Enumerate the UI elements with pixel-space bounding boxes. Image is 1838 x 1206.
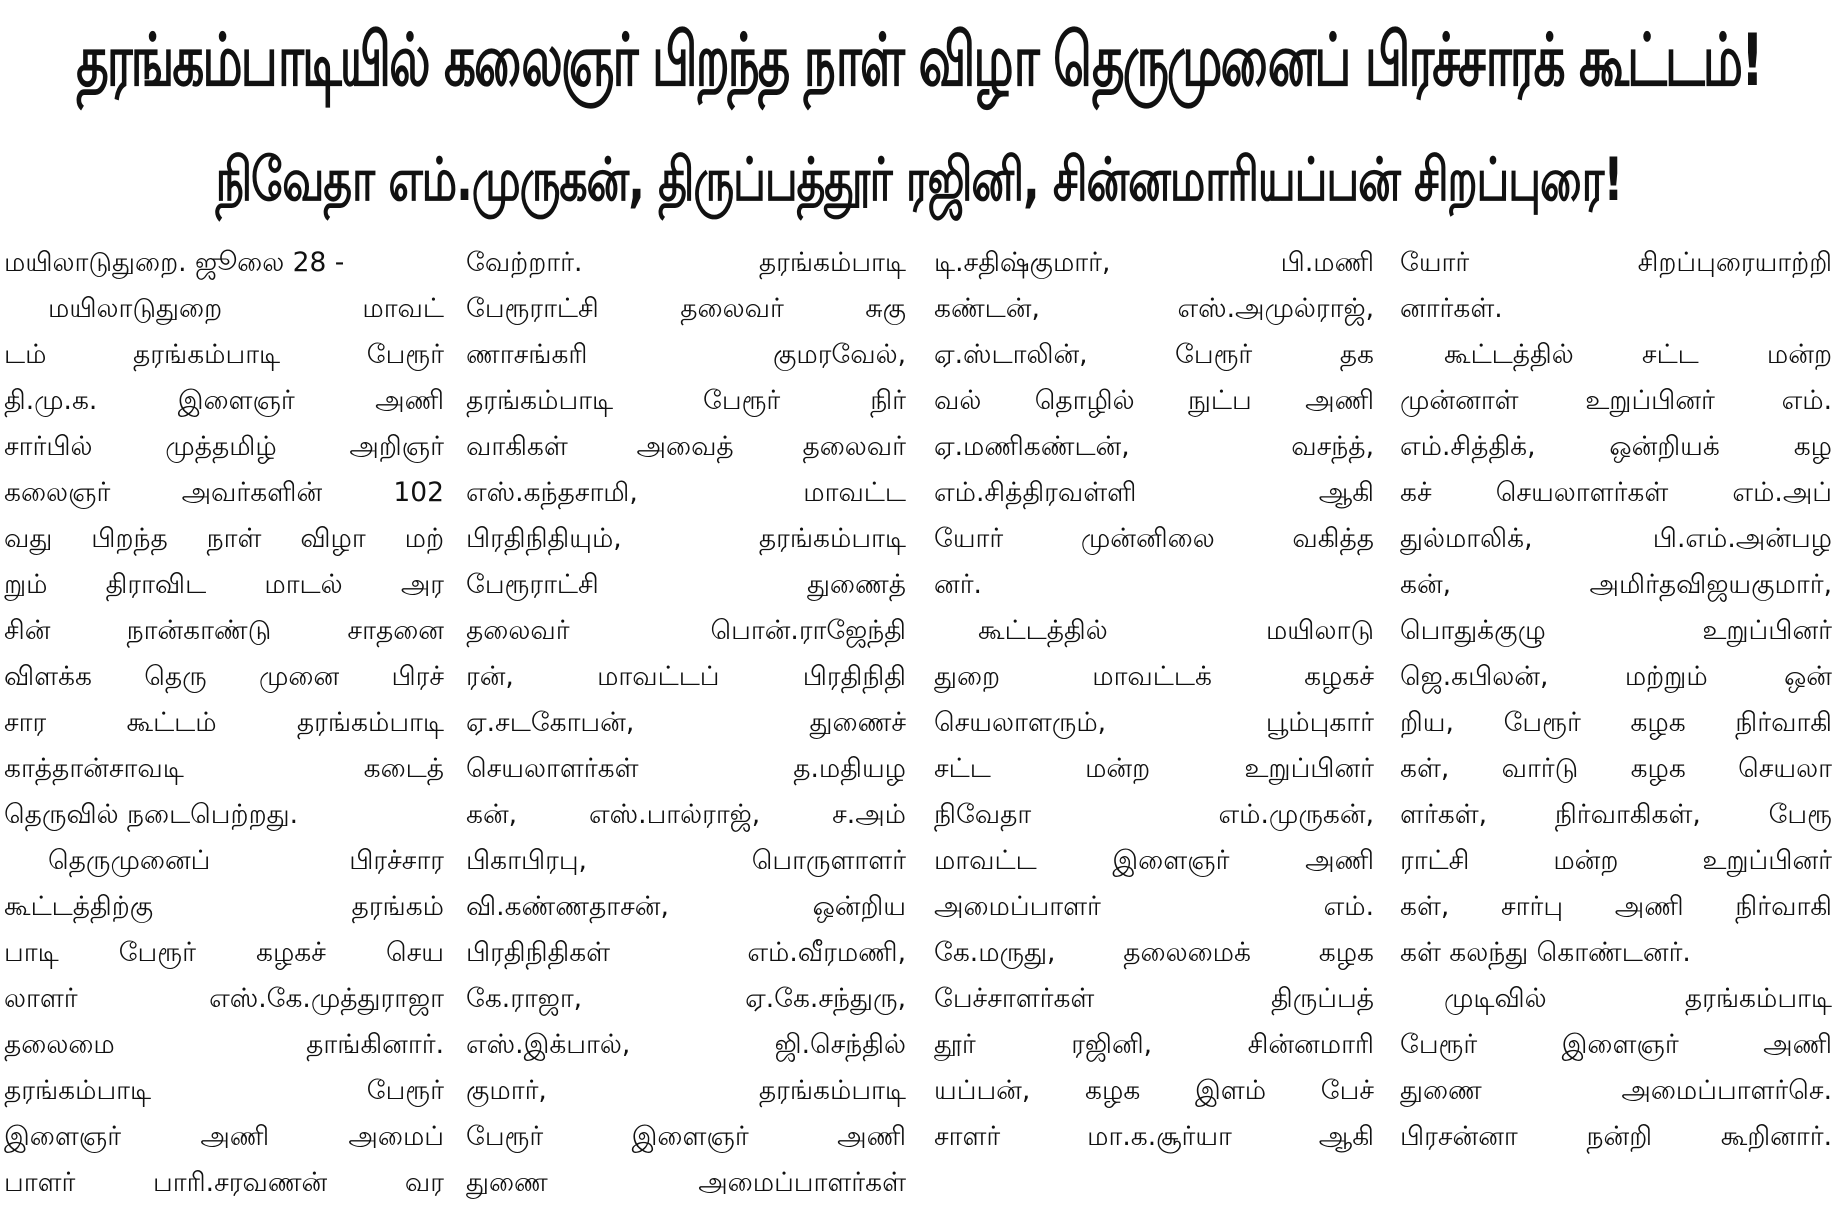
text-line: பாடி பேரூர் கழகச் செய bbox=[4, 937, 444, 968]
text-line: ரன், மாவட்டப் பிரதிநிதி bbox=[466, 661, 906, 692]
text-line: கூட்டத்தில் சட்ட மன்ற bbox=[1444, 339, 1832, 370]
text-line: விளக்க தெரு முனை பிரச் bbox=[4, 661, 444, 692]
text-line: ஏ.சடகோபன், துணைச் bbox=[466, 707, 906, 738]
subheadline-text: நிவேதா எம்.முருகன், திருப்பத்தூர் ரஜினி, சின்னமாரியப்பன் சிறப்புரை! bbox=[215, 145, 1623, 215]
text-line: மயிலாடுதுறை. ஜூலை 28 - bbox=[4, 247, 345, 278]
text-line: சட்ட மன்ற உறுப்பினர் bbox=[934, 753, 1374, 784]
text-line: வாகிகள் அவைத் தலைவர் bbox=[466, 431, 906, 462]
text-line: மயிலாடுதுறை மாவட் bbox=[48, 293, 444, 324]
text-line: கள், வார்டு கழக செயலா bbox=[1400, 753, 1832, 784]
text-line: துணை அமைப்பாளர்செ. bbox=[1400, 1075, 1832, 1106]
text-line: வல் தொழில் நுட்ப அணி bbox=[934, 385, 1374, 416]
text-line: துணை அமைப்பாளர்கள் bbox=[466, 1167, 906, 1198]
text-line: ராட்சி மன்ற உறுப்பினர் bbox=[1400, 845, 1832, 876]
text-line: வி.கண்ணதாசன், ஒன்றிய bbox=[466, 891, 906, 922]
text-line: டி.சதிஷ்குமார், பி.மணி bbox=[934, 247, 1374, 278]
text-line: னார்கள். bbox=[1400, 293, 1503, 324]
text-line: கே.ராஜா, ஏ.கே.சந்துரு, bbox=[466, 983, 906, 1014]
text-line: பிரசன்னா நன்றி கூறினார். bbox=[1400, 1121, 1832, 1152]
text-line: பாளர் பாரி.சரவணன் வர bbox=[4, 1167, 444, 1198]
text-line: முடிவில் தரங்கம்பாடி bbox=[1444, 983, 1832, 1014]
text-line: தெருமுனைப் பிரச்சார bbox=[48, 845, 444, 876]
text-line: எம்.சித்திக், ஒன்றியக் கழ bbox=[1400, 431, 1832, 462]
text-line: பிரதிநிதியும், தரங்கம்பாடி bbox=[466, 523, 906, 554]
text-line: ளர்கள், நிர்வாகிகள், பேரூ bbox=[1400, 799, 1832, 830]
article-body bbox=[0, 240, 1838, 1198]
text-line: ஏ.மணிகண்டன், வசந்த், bbox=[934, 431, 1374, 462]
article-column-3 bbox=[934, 240, 1374, 1160]
text-line: தூர் ரஜினி, சின்னமாரி bbox=[934, 1029, 1374, 1060]
text-line: பேரூர் இளைஞர் அணி bbox=[1400, 1029, 1832, 1060]
text-line: தி.மு.க. இளைஞர் அணி bbox=[4, 385, 444, 416]
text-line: யோர் முன்னிலை வகித்த bbox=[934, 523, 1374, 554]
text-line: எம்.சித்திரவள்ளி ஆகி bbox=[934, 477, 1374, 508]
text-line: கண்டன், எஸ்.அமுல்ராஜ், bbox=[934, 293, 1374, 324]
text-line: வது பிறந்த நாள் விழா மற் bbox=[4, 523, 444, 554]
text-line: யப்பன், கழக இளம் பேச் bbox=[934, 1075, 1374, 1106]
text-line: துல்மாலிக், பி.எம்.அன்பழ bbox=[1400, 523, 1832, 554]
text-line: பிகாபிரபு, பொருளாளர் bbox=[466, 845, 906, 876]
article-column-2 bbox=[466, 240, 906, 1206]
text-line: சார கூட்டம் தரங்கம்பாடி bbox=[4, 707, 444, 738]
text-line: ஏ.ஸ்டாலின், பேரூர் தக bbox=[934, 339, 1374, 370]
text-line: நிவேதா எம்.முருகன், bbox=[934, 799, 1374, 830]
text-line: ணாசங்கரி குமரவேல், bbox=[466, 339, 906, 370]
text-line: தெருவில் நடைபெற்றது. bbox=[4, 799, 299, 830]
text-line: கன், அமிர்தவிஜயகுமார், bbox=[1400, 569, 1832, 600]
headline bbox=[0, 0, 1838, 130]
text-line: வேற்றார். தரங்கம்பாடி bbox=[466, 247, 906, 278]
text-line: கச் செயலாளர்கள் எம்.அப் bbox=[1400, 477, 1832, 508]
text-line: சின் நான்காண்டு சாதனை bbox=[4, 615, 444, 646]
text-line: இளைஞர் அணி அமைப் bbox=[4, 1121, 444, 1152]
text-line: கள் கலந்து கொண்டனர். bbox=[1400, 937, 1691, 968]
text-line: றும் திராவிட மாடல் அர bbox=[4, 569, 444, 600]
text-line: பேரூர் இளைஞர் அணி bbox=[466, 1121, 906, 1152]
article-column-1 bbox=[4, 240, 444, 1206]
text-line: டம் தரங்கம்பாடி பேரூர் bbox=[4, 339, 444, 370]
text-line: துறை மாவட்டக் கழகச் bbox=[934, 661, 1374, 692]
text-line: செயலாளரும், பூம்புகார் bbox=[934, 707, 1374, 738]
text-line: குமார், தரங்கம்பாடி bbox=[466, 1075, 906, 1106]
text-line: சாளர் மா.க.சூர்யா ஆகி bbox=[934, 1121, 1374, 1152]
text-line: எஸ்.இக்பால், ஜி.செந்தில் bbox=[466, 1029, 906, 1060]
text-line: சார்பில் முத்தமிழ் அறிஞர் bbox=[4, 431, 444, 462]
text-line: னர். bbox=[934, 569, 982, 600]
text-line: எஸ்.கந்தசாமி, மாவட்ட bbox=[466, 477, 906, 508]
text-line: செயலாளர்கள் த.மதியழ bbox=[466, 753, 906, 784]
text-line: கலைஞர் அவர்களின் 102 bbox=[4, 477, 444, 508]
text-line: தலைமை தாங்கினார். bbox=[4, 1029, 444, 1060]
text-line: யோர் சிறப்புரையாற்றி bbox=[1400, 247, 1832, 278]
text-line: மாவட்ட இளைஞர் அணி bbox=[934, 845, 1374, 876]
text-line: தலைவர் பொன்.ராஜேந்தி bbox=[466, 615, 906, 646]
text-line: அமைப்பாளர் எம். bbox=[934, 891, 1374, 922]
text-line: கள், சார்பு அணி நிர்வாகி bbox=[1400, 891, 1832, 922]
article-column-4 bbox=[1400, 240, 1832, 1160]
text-line: கூட்டத்திற்கு தரங்கம் bbox=[4, 891, 444, 922]
text-line: ஜெ.கபிலன், மற்றும் ஒன் bbox=[1400, 661, 1832, 692]
text-line: பேரூராட்சி துணைத் bbox=[466, 569, 906, 600]
text-line: கூட்டத்தில் மயிலாடு bbox=[978, 615, 1374, 646]
headline-text: தரங்கம்பாடியில் கலைஞர் பிறந்த நாள் விழா தெருமுனைப் பிரச்சாரக் கூட்டம்! bbox=[76, 17, 1762, 102]
text-line: கன், எஸ்.பால்ராஜ், ச.அம் bbox=[466, 799, 906, 830]
text-line: தரங்கம்பாடி பேரூர் bbox=[4, 1075, 444, 1106]
text-line: பொதுக்குழு உறுப்பினர் bbox=[1400, 615, 1832, 646]
text-line: முன்னாள் உறுப்பினர் எம். bbox=[1400, 385, 1832, 416]
subheadline bbox=[0, 138, 1838, 230]
text-line: பிரதிநிதிகள் எம்.வீரமணி, bbox=[466, 937, 906, 968]
text-line: பேச்சாளர்கள் திருப்பத் bbox=[934, 983, 1374, 1014]
text-line: கே.மருது, தலைமைக் கழக bbox=[934, 937, 1374, 968]
text-line: லாளர் எஸ்.கே.முத்துராஜா bbox=[4, 983, 444, 1014]
text-line: தரங்கம்பாடி பேரூர் நிர் bbox=[466, 385, 906, 416]
text-line: காத்தான்சாவடி கடைத் bbox=[4, 753, 444, 784]
text-line: பேரூராட்சி தலைவர் சுகு bbox=[466, 293, 906, 324]
text-line: றிய, பேரூர் கழக நிர்வாகி bbox=[1400, 707, 1832, 738]
